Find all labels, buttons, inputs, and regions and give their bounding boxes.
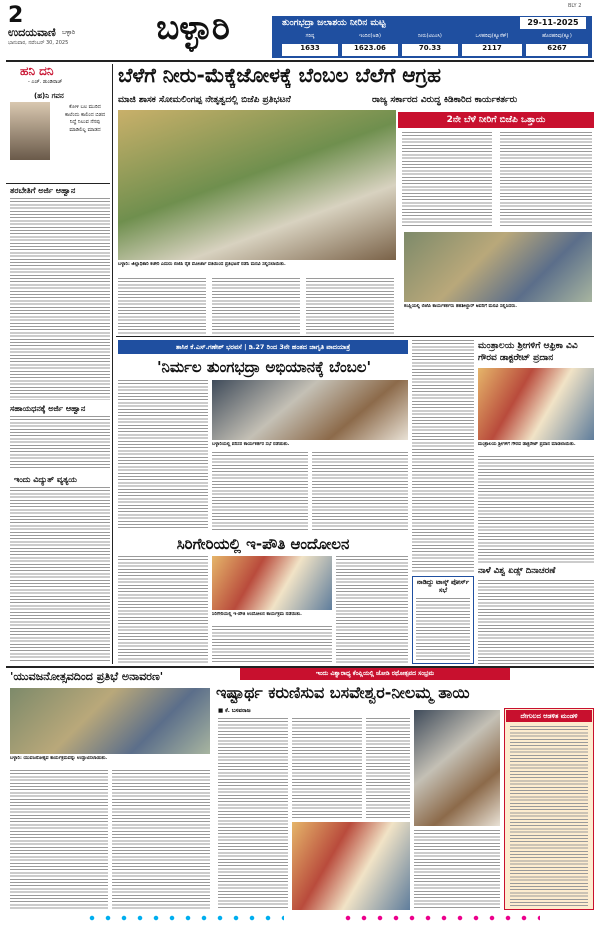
city-title: ಬಳ್ಳಾರಿ	[156, 8, 230, 48]
bottom-left-article-col1	[10, 770, 108, 910]
mid-headline-2: ಸಿರಿಗೇರಿಯಲ್ಲಿ ಇ-ಪೌತಿ ಆಂದೋಲನ	[176, 535, 350, 553]
hani-poem-title: (ಹ)ನಿ ಗವನ	[34, 92, 64, 100]
paper-name: ಉದಯವಾಣಿ	[8, 26, 56, 39]
hani-byline: - ಎಚ್. ಡುಂಡಿರಾಜ್	[28, 79, 63, 85]
registration-marks	[84, 914, 284, 922]
dam-title: ತುಂಗಭದ್ರಾ ಜಲಾಶಯ ನೀರಿನ ಮಟ್ಟ	[282, 18, 386, 28]
dam-val-max: 1633	[282, 44, 338, 56]
mid-photo	[212, 380, 408, 440]
side-caption: ಕಂಪ್ಲಿಯಲ್ಲಿ ಬಿಜೆಪಿ ಕಾರ್ಯಕರ್ತರು ತಹಶೀಲ್ದಾರ್ ಅವರಿಗೆ ಮನವಿ ಸಲ್ಲಿಸಿದರು.	[404, 304, 517, 309]
dam-val-outflow: 6267	[526, 44, 588, 56]
left-article-subsidy	[10, 416, 110, 470]
temple-article-col3	[366, 718, 410, 818]
lead-article-col2	[212, 278, 300, 334]
poet-photo	[10, 102, 50, 160]
left-article-training	[10, 198, 110, 400]
side-article-col1	[402, 132, 492, 228]
dam-val-today: 1623.06	[342, 44, 398, 56]
mid-photo-2	[212, 556, 332, 610]
side-photo	[404, 232, 592, 302]
mid-article-col3	[312, 452, 408, 530]
temple-article-col4	[414, 830, 500, 910]
lead-bottom-rule	[116, 336, 594, 337]
mid-caption-2: ಸಿರಿಗೇರಿಯಲ್ಲಿ ಇ-ಪೌತಿ ಆಂದೋಲನ ಕಾರ್ಯಕ್ರಮ ನಡೆಯಿತು.	[212, 612, 302, 617]
temple-article-col1	[218, 718, 288, 910]
bottom-left-caption: ಬಳ್ಳಾರಿ: ಯುವಜನೋತ್ಸವ ಕಾರ್ಯಕ್ರಮವನ್ನು ಉದ್ಘಾಟಿಸಲಾಯಿತು.	[10, 756, 108, 761]
bottom-left-headline: 'ಯುವಜನೋತ್ಸವದಿಂದ ಪ್ರತಿಭೆ ಅನಾವರಣ'	[10, 670, 164, 683]
hani-dani-title: ಹನಿ ದನಿ	[20, 64, 54, 78]
left-headline-training: ತರಬೇತಿಗೆ ಅರ್ಜಿ ಆಹ್ವಾನ	[10, 186, 76, 195]
temple-photo-2	[414, 710, 500, 826]
temple-article-col2	[292, 718, 362, 818]
hani-poem: ಕೋಳಿ ಬಲ ಮುರಿದ ಕಾಲೆಂದು ಕಾಲಿಂದ ಬಿಡದ ನಿದ್ದೆ ನಿಲುವ ನೆನಪು ಮಾಡಿಲಿಲ್ಲ ಮಾಡದ	[64, 104, 106, 133]
left-col-divider	[112, 64, 113, 664]
dam-date: 29-11-2025	[520, 17, 586, 29]
bottom-left-article-col2	[112, 770, 210, 910]
page-code: BLY 2	[568, 3, 582, 9]
mid-caption: ಬಳ್ಳಾರಿಯಲ್ಲಿ ಪರಿಸರ ಕಾರ್ಯಕರ್ತರ ಸಭೆ ನಡೆಯಿತು.	[212, 442, 290, 447]
temple-byline: ■ ಕೆ. ಬಸವರಾಜ	[218, 708, 251, 714]
lead-caption: ಬಳ್ಳಾರಿ: ಜಿಲ್ಲಾಧಿಕಾರಿ ಕಚೇರಿ ಎದುರು ಬಿಜೆಪಿ ರೈತ ಮೋರ್ಚಾ ವತಿಯಿಂದ ಪ್ರತಿಭಟನೆ ನಡೆಸಿ ಮನವಿ ಸಲ್ಲಿಸಲಾಯಿತು.	[118, 262, 286, 267]
mid2-article-col1	[118, 556, 208, 664]
bottom-left-photo	[10, 688, 210, 754]
lead-subhead: ಮಾಜಿ ಶಾಸಕ ಸೋಮಲಿಂಗಪ್ಪ ನೇತೃತ್ವದಲ್ಲಿ ಬಿಜೆಪಿ ಪ್ರತಿಭಟನೆ	[118, 95, 291, 105]
right-caption: ಮಂತ್ರಾಲಯ ಶ್ರೀಗಳಿಗೆ ಗೌರವ ಡಾಕ್ಟರೇಟ್ ಪ್ರದಾನ ಮಾಡಲಾಯಿತು.	[478, 442, 576, 447]
side-headline: 2ನೇ ಬೆಳೆ ನೀರಿಗೆ ಬಿಜೆಪಿ ಒತ್ತಾಯ	[398, 112, 594, 128]
edition-label: ಬಳ್ಳಾರಿ	[62, 29, 75, 36]
left-headline-subsidy: ಸಹಾಯಧನಕ್ಕೆ ಅರ್ಜಿ ಆಹ್ವಾನ	[10, 404, 86, 413]
dam-col-today: ಇಂದಿನ(ಅಡಿ)	[359, 33, 381, 39]
hani-rule	[6, 183, 110, 184]
page-number: 2	[8, 3, 24, 28]
mid-article-col4	[412, 340, 474, 572]
dam-val-water: 70.33	[402, 44, 458, 56]
left-article-power	[10, 487, 110, 663]
right-article-aids	[478, 580, 594, 664]
mid-headline: 'ನಿರ್ಮಲ ತುಂಗಭದ್ರಾ ಅಭಿಯಾನಕ್ಕೆ ಬೆಂಬಲ'	[156, 358, 372, 376]
lead-article-col1	[118, 278, 206, 334]
right-headline-doctorate: ಮಂತ್ರಾಲಯ ಶ್ರೀಗಳಿಗೆ ಆಫ್ರಿಕಾ ವಿವಿ ಗೌರವ ಡಾಕ್ಟರೇಟ್ ಪ್ರದಾನ	[478, 341, 578, 363]
temple-admin-text	[510, 726, 588, 906]
dam-col-inflow: ಒಳಹರಿವು(ಕ್ಯೂಸೆಕ್)	[475, 33, 509, 39]
temple-kicker: ಇಂದು ವಿಶ್ವಾರಾಧ್ಯ ಕೆಂಪ್ಲಿಯಲ್ಲಿ ಜೋಡಿ ರಥೋತ್ಸವದ ಸಂಭ್ರಮ	[240, 668, 510, 680]
dateline: ಭಾನುವಾರ, ನವೆಂಬರ್ 30, 2025	[8, 40, 69, 46]
dam-col-water: ನೀರು(ಟಿಎಂಸಿ)	[418, 33, 442, 39]
right-article-doctorate	[478, 456, 594, 564]
side-article-col2	[500, 132, 592, 228]
temple-photo-1	[292, 822, 410, 910]
registration-marks-right	[340, 914, 540, 922]
lead-subhead-2: ರಾಜ್ಯ ಸರ್ಕಾರದ ವಿರುದ್ಧ ಕಿಡಿಕಾರಿದ ಕಾರ್ಯಕರ್ತರು	[372, 95, 518, 105]
mid-kicker: ತಾಸಿಕ ಕೆ.ಎಸ್.ಗಣೇಶ್ ಭರವಸೆ | ಡಿ.27 ರಿಂದ 3ನೇ ಹಂತದ ಜಾಗೃತಿ ಪಾದಯಾತ್ರೆ	[118, 340, 408, 354]
mid2-article-col2	[212, 626, 332, 664]
lead-photo	[118, 110, 396, 260]
right-headline-aids: ನಾಳೆ ವಿಶ್ವ ಏಡ್ಸ್ ದಿನಾಚರಣೆ	[478, 566, 556, 576]
taskforce-title: ನಾಡಿದ್ದು ಟಾಸ್ಕ್ ಪೋರ್ಸ್ ಸಭೆ	[416, 578, 470, 594]
left-headline-power: ಇಂದು ವಿದ್ಯುತ್ ವ್ಯತ್ಯಯ	[14, 475, 77, 484]
temple-headline: ಇಷ್ಟಾರ್ಥ ಕರುಣಿಸುವ ಬಸವೇಶ್ವರ-ನೀಲಮ್ಮ ತಾಯಿ	[216, 683, 470, 702]
dam-val-inflow: 2117	[462, 44, 522, 56]
temple-admin-title: ದೇಗುಲದ ಆಡಳಿತ ಮಂಡಳಿ	[506, 710, 592, 722]
right-photo	[478, 368, 594, 440]
lead-article-col3	[306, 278, 394, 334]
mid-article-col1	[118, 380, 208, 530]
mid-article-col2	[212, 452, 308, 530]
taskforce-text	[416, 598, 470, 660]
dam-col-max: ಗರಿಷ್ಠ	[305, 33, 315, 39]
dam-col-outflow: ಹೊರಹರಿವು(ಕ್ಯೂ)	[542, 33, 572, 39]
lead-headline: ಬೆಳೆಗೆ ನೀರು-ಮೆಕ್ಕೆಜೋಳಕ್ಕೆ ಬೆಂಬಲ ಬೆಲೆಗೆ ಆಗ್ರಹ	[118, 63, 441, 87]
mid2-article-col3	[336, 556, 408, 664]
